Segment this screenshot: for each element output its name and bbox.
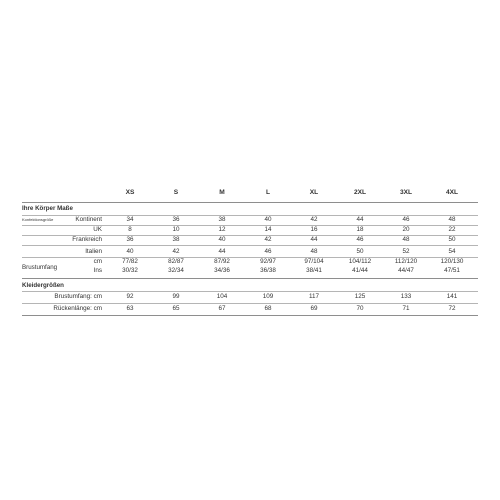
table-cell: 50 [356,248,364,255]
table-cell: 42 [172,248,180,255]
table-cell: 40 [264,216,272,223]
size-header-cell: XL [309,189,319,196]
table-cell: 46 [402,216,410,223]
table-cell: 38 [172,236,180,243]
size-header-cell: M [219,189,225,196]
table-row [22,266,478,276]
table-cell: 141 [446,293,458,300]
table-row [22,247,478,257]
table-cell: 20 [402,226,410,233]
table-cell: 8 [128,226,132,233]
table-cell: 104 [216,293,228,300]
table-row [22,215,478,225]
table-cell: 32/34 [168,267,184,274]
table-cell: 48 [402,236,410,243]
row-label: UK [93,226,102,233]
divider [22,202,478,203]
size-header-cell: XS [125,189,135,196]
table-cell: 12 [218,226,226,233]
table-cell: 36 [172,216,180,223]
table-cell: 92 [126,293,134,300]
table-cell: 77/82 [122,258,138,265]
table-cell: 112/120 [394,258,418,265]
table-cell: 133 [400,293,412,300]
table-row [22,304,478,314]
row-label: cm [93,258,102,265]
table-cell: 72 [448,305,456,312]
table-cell: 70 [356,305,364,312]
table-cell: 71 [402,305,410,312]
table-cell: 40 [126,248,134,255]
size-header-cell: S [173,189,179,196]
table-cell: 16 [310,226,318,233]
row-label: Rückenlänge: cm [53,305,102,312]
table-row [22,292,478,302]
table-cell: 109 [262,293,274,300]
table-cell: 10 [172,226,180,233]
table-cell: 69 [310,305,318,312]
table-cell: 50 [448,236,456,243]
table-cell: 67 [218,305,226,312]
table-cell: 34 [126,216,134,223]
brustumfang-label: Brustumfang [22,264,58,271]
table-cell: 87/92 [214,258,230,265]
table-cell: 42 [264,236,272,243]
table-cell: 125 [354,293,366,300]
table-cell: 34/36 [214,267,230,274]
table-cell: 38 [218,216,226,223]
table-row [22,235,478,245]
table-cell: 48 [310,248,318,255]
size-header-cell: 2XL [353,189,367,196]
divider [22,245,478,246]
table-cell: 36 [126,236,134,243]
row-label: Italien [85,248,102,255]
size-header-row [22,188,478,198]
table-cell: 18 [356,226,364,233]
divider [22,315,478,316]
table-cell: 82/87 [168,258,184,265]
row-label: Ins [93,267,102,274]
table-cell: 22 [448,226,456,233]
table-cell: 54 [448,248,456,255]
table-cell: 68 [264,305,272,312]
table-cell: 52 [402,248,410,255]
table-cell: 42 [310,216,318,223]
row-label: Kontinent [75,216,102,223]
table-cell: 97/104 [304,258,324,265]
table-cell: 99 [172,293,180,300]
row-label: Frankreich [72,236,102,243]
table-cell: 120/130 [440,258,464,265]
divider [22,278,478,279]
table-cell: 30/32 [122,267,138,274]
section-title-garment: Kleidergrößen [22,282,64,289]
table-cell: 41/44 [352,267,368,274]
table-cell: 48 [448,216,456,223]
table-cell: 40 [218,236,226,243]
table-cell: 14 [264,226,272,233]
size-header-cell: 3XL [399,189,413,196]
table-cell: 117 [308,293,320,300]
table-cell: 44 [218,248,226,255]
table-cell: 44 [310,236,318,243]
table-cell: 46 [356,236,364,243]
size-header-cell: L [265,189,271,196]
row-label: Brustumfang: cm [54,293,102,300]
table-cell: 46 [264,248,272,255]
table-cell: 65 [172,305,180,312]
table-cell: 92/97 [260,258,276,265]
table-cell: 36/38 [260,267,276,274]
table-cell: 44 [356,216,364,223]
table-row [22,225,478,235]
table-cell: 104/112 [348,258,372,265]
table-cell: 47/51 [444,267,460,274]
table-cell: 38/41 [306,267,322,274]
konfektion-label: Konfektionsgröße [22,217,54,222]
table-cell: 63 [126,305,134,312]
size-header-cell: 4XL [445,189,459,196]
table-cell: 44/47 [398,267,414,274]
section-title-body: Ihre Körper Maße [22,205,73,212]
